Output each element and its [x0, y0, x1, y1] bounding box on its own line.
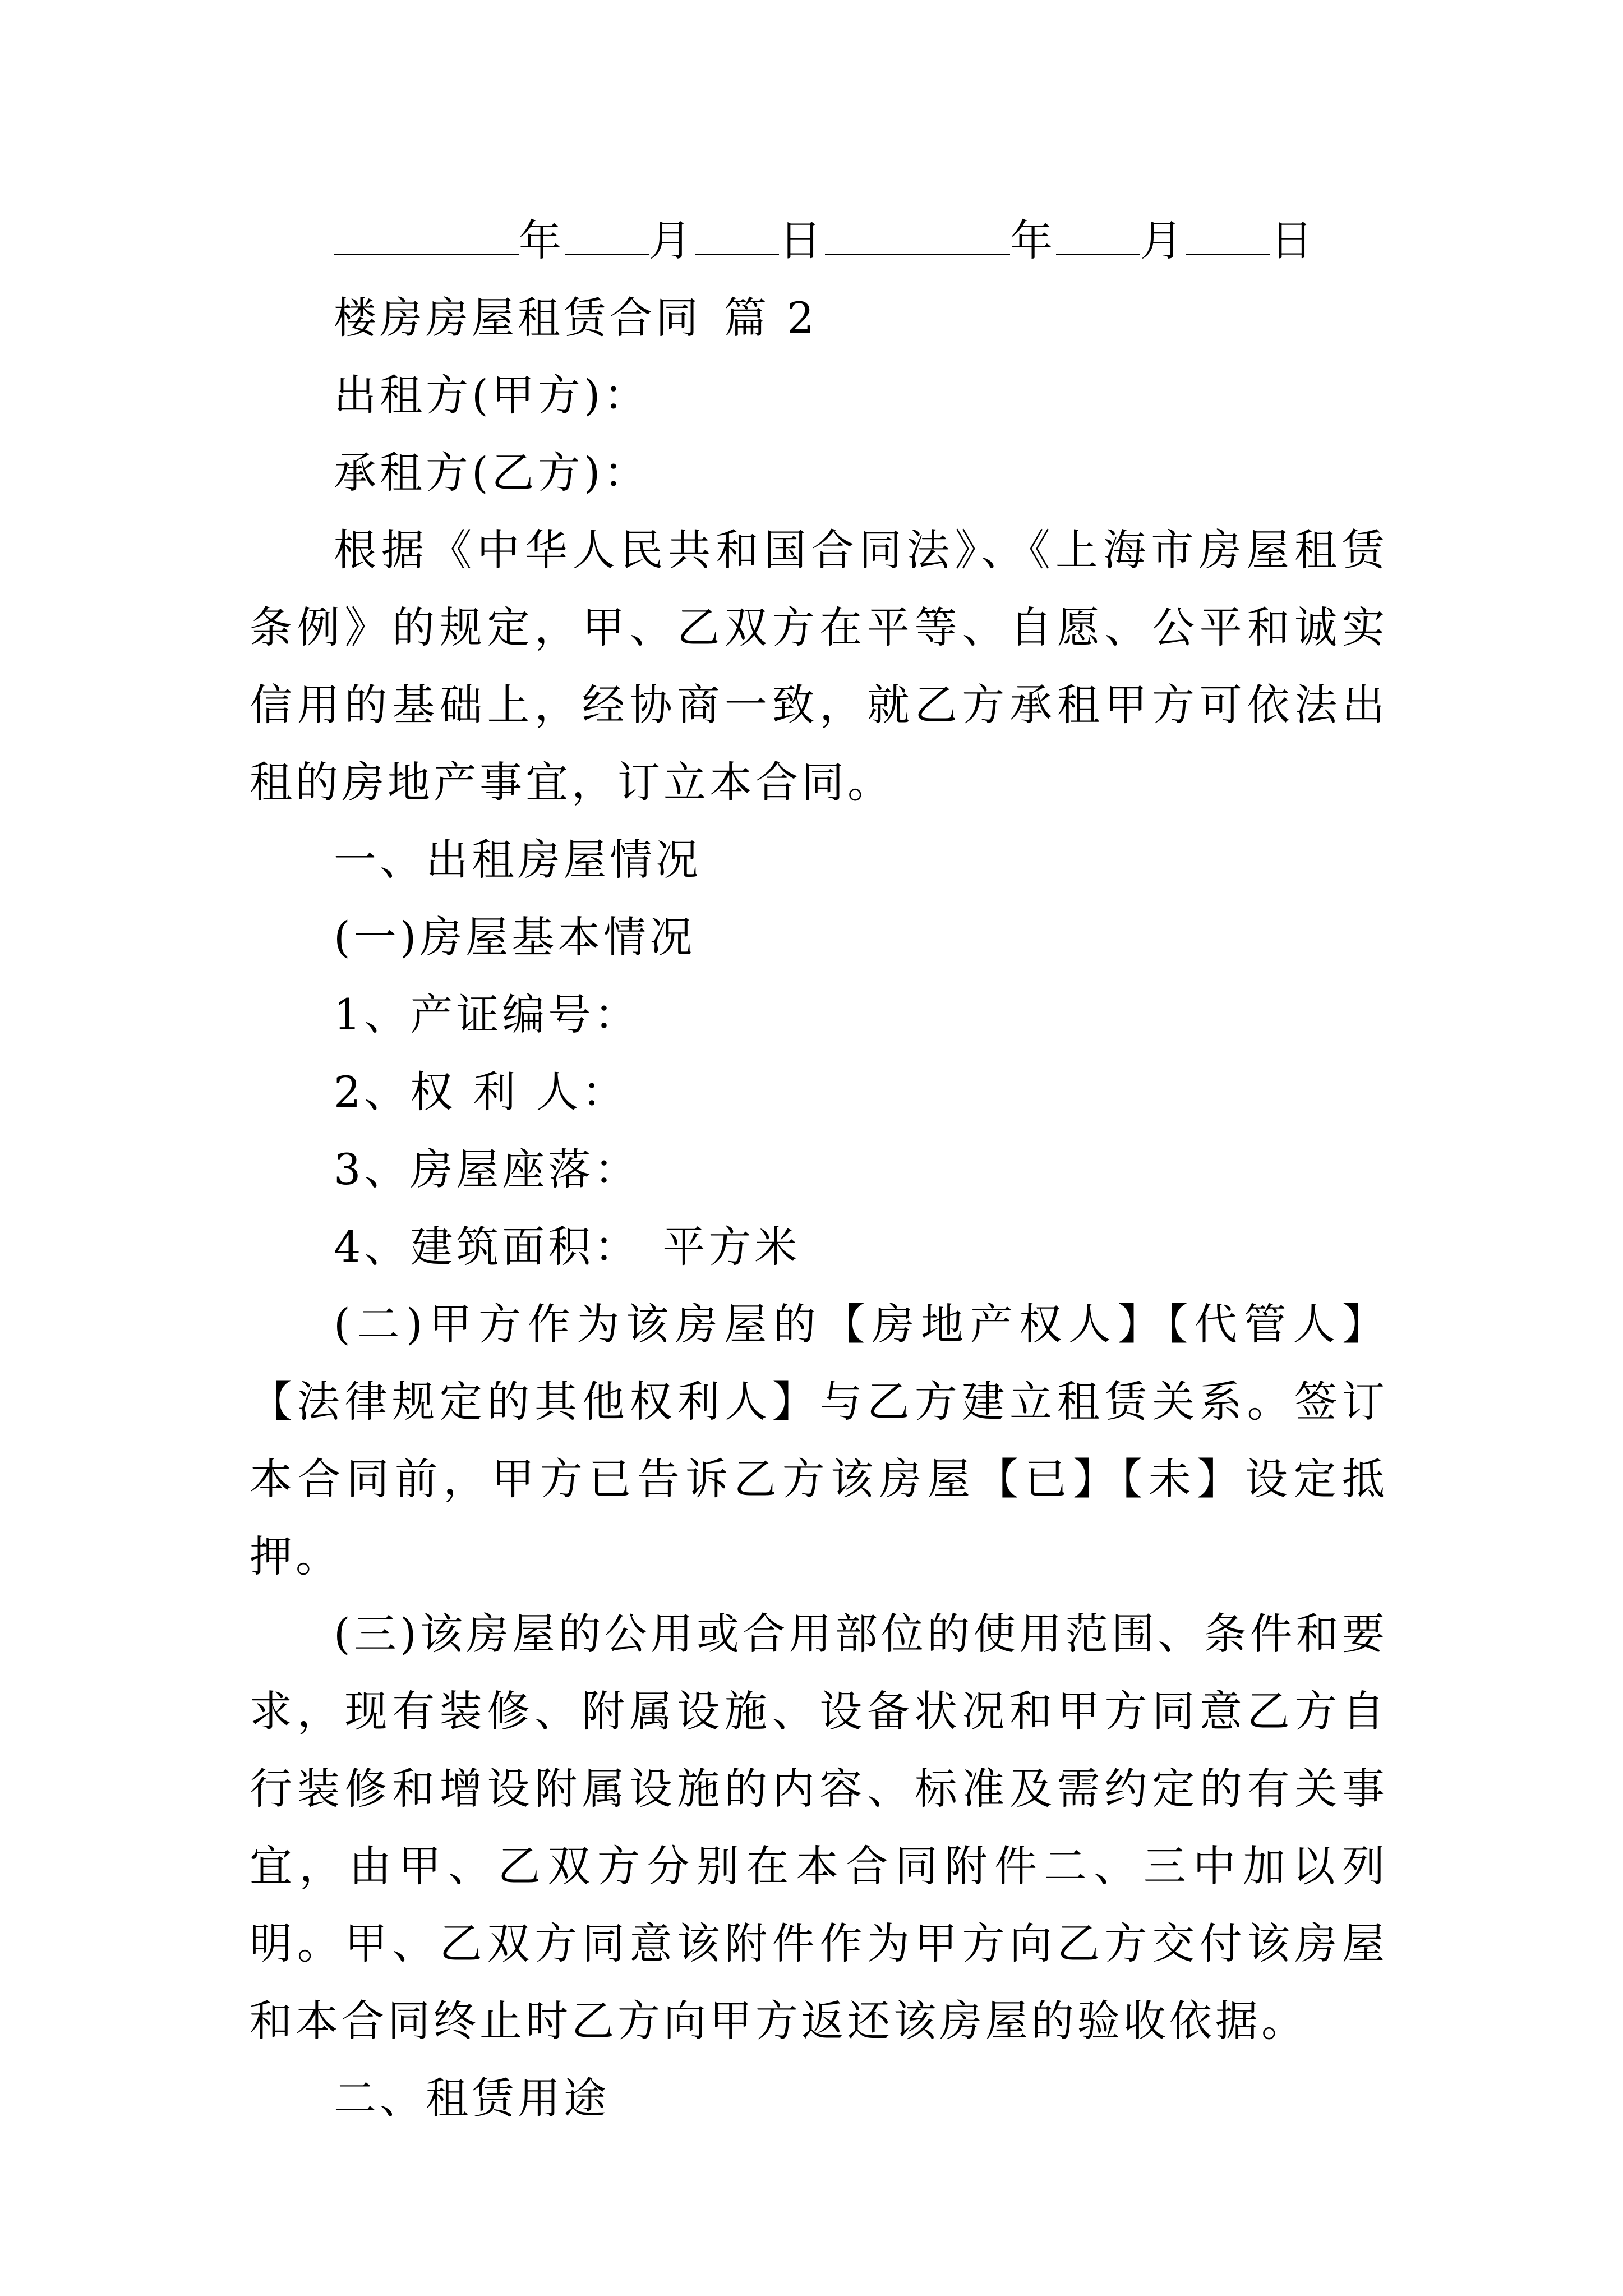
area-unit: 平方米 — [662, 1222, 801, 1272]
year-label-1: 年 — [519, 215, 565, 265]
document-body — [250, 202, 1388, 2137]
blank-year-1 — [334, 214, 519, 255]
area-label: 4、建筑面积： — [334, 1222, 640, 1272]
lessor-label: 出租方(甲方)： — [334, 370, 650, 420]
month-label-2: 月 — [1140, 215, 1186, 265]
item-cert-no: 1、产证编号： — [334, 990, 640, 1039]
section-1-heading: 一、出租房屋情况 — [334, 835, 702, 885]
year-label-2: 年 — [1010, 215, 1056, 265]
document-title — [250, 279, 1388, 357]
item-area — [250, 1208, 1388, 1286]
intro-paragraph: 根据《中华人民共和国合同法》、《上海市房屋租赁条例》的规定，甲、乙双方在平等、自愿、公平和诚实信用的基础上，经协商一致，就乙方承租甲方可依法出租的房地产事宜，订立本合同。 — [250, 525, 1388, 807]
blank-day-2 — [1186, 214, 1270, 255]
paragraph-3: (三)该房屋的公用或合用部位的使用范围、条件和要求，现有装修、附属设施、设备状况和甲方同意乙方自行装修和增设附属设施的内容、标准及需约定的有关事宜，由甲、乙双方分别在本合同附件二、三中加以列明。甲、乙双方同意该附件作为甲方向乙方交付该房屋和本合同终止时乙方向甲方返还该房屋的验收依据。 — [250, 1609, 1388, 2046]
blank-day-1 — [695, 214, 779, 255]
title-text: 楼房房屋租赁合同 — [334, 293, 702, 343]
item-location: 3、房屋座落： — [334, 1144, 640, 1194]
blank-month-2 — [1056, 214, 1140, 255]
item-right-holder: 2、权 利 人： — [334, 1067, 628, 1117]
subsection-1-heading: (一)房屋基本情况 — [334, 912, 696, 962]
month-label-1: 月 — [649, 215, 695, 265]
blank-month-1 — [565, 214, 649, 255]
signature-date-line — [250, 202, 1388, 279]
day-label-1: 日 — [779, 215, 825, 265]
blank-year-2 — [825, 214, 1010, 255]
lessee-label: 承租方(乙方)： — [334, 448, 650, 498]
paragraph-2: (二)甲方作为该房屋的【房地产权人】【代管人】【法律规定的其他权利人】与乙方建立租赁关系。签订本合同前，甲方已告诉乙方该房屋【已】【未】设定抵押。 — [250, 1299, 1388, 1581]
section-2-heading: 二、租赁用途 — [334, 2073, 610, 2123]
title-part: 篇 2 — [724, 293, 818, 343]
day-label-2: 日 — [1270, 215, 1316, 265]
